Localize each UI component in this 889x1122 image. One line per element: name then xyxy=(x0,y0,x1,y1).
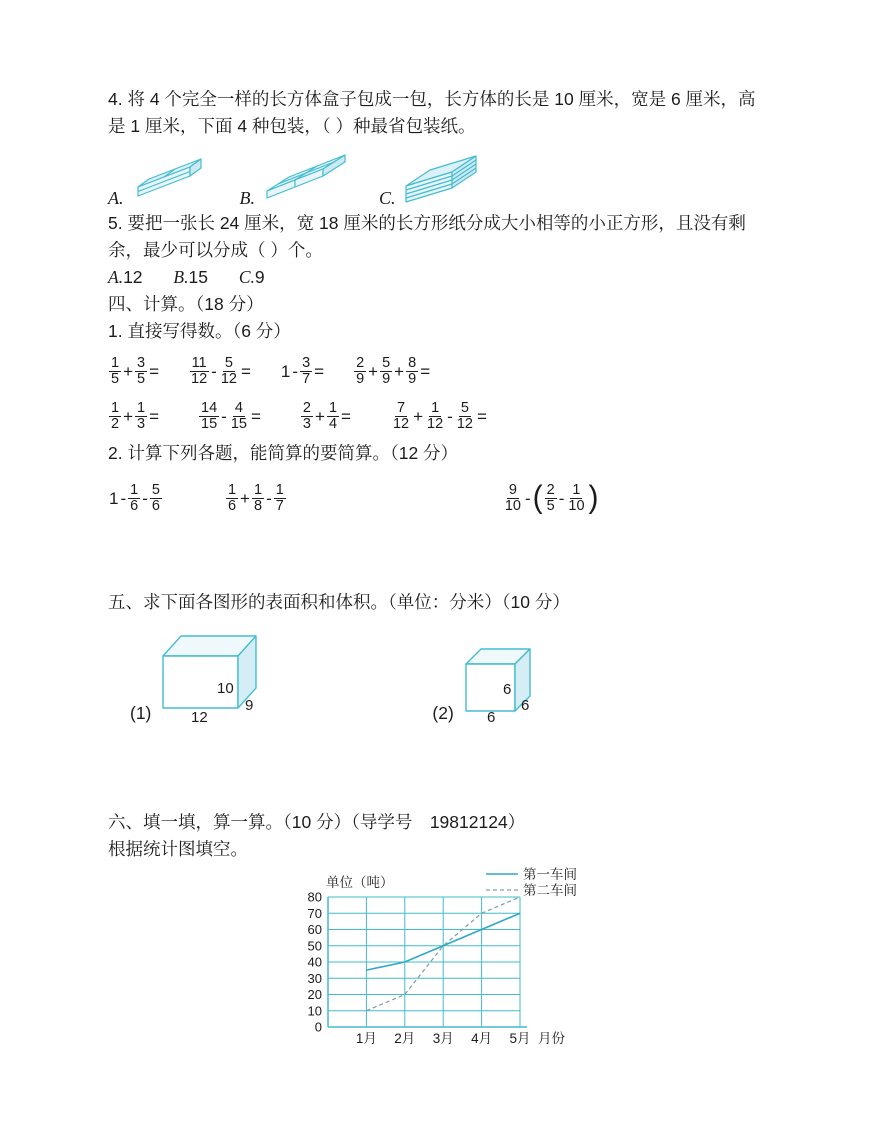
svg-text:70: 70 xyxy=(307,905,322,921)
svg-text:1月: 1月 xyxy=(355,1031,377,1046)
svg-text:60: 60 xyxy=(307,922,322,937)
figure-1-label: (1) xyxy=(130,703,152,723)
dimension-label-depth: 6 xyxy=(520,697,530,714)
svg-text:月份: 月份 xyxy=(538,1031,565,1046)
choice-c-letter: C. xyxy=(238,267,255,287)
production-line-chart xyxy=(290,867,670,1059)
choice-b-value: 15 xyxy=(188,267,208,287)
blank-work-space xyxy=(108,519,803,589)
section-5-figures xyxy=(130,624,803,724)
dimension-label-height: 6 xyxy=(502,681,512,698)
svg-text:单位（吨）: 单位（吨） xyxy=(326,875,394,890)
dimension-label-height: 10 xyxy=(217,680,235,697)
fraction-expression: $\frac{2}{9}$ + $\frac{5}{9}$ + $\frac{8}{9}$ = xyxy=(356,354,431,387)
question-4-options xyxy=(108,146,803,208)
svg-text:2月: 2月 xyxy=(394,1031,416,1046)
choice-a-letter: A. xyxy=(108,267,124,287)
dimension-label-length: 12 xyxy=(191,709,209,724)
question-5-choices xyxy=(108,264,803,291)
figure-2 xyxy=(432,642,539,724)
svg-text:20: 20 xyxy=(307,987,322,1002)
svg-text:第一车间: 第一车间 xyxy=(523,867,577,882)
option-b xyxy=(240,152,350,208)
svg-text:10: 10 xyxy=(307,1003,322,1019)
section-6-subtitle: 根据统计图填空。 xyxy=(108,839,248,859)
chart-container xyxy=(290,867,803,1067)
figure-2-label: (2) xyxy=(432,703,454,723)
fraction-expression: $\frac{9}{10}$ - ( $\frac{2}{5}$ - $\frac{1}{10}$ ) xyxy=(504,480,599,515)
section-4-title: 四、计算。（18 分） xyxy=(108,294,264,314)
box-stack-c-figure xyxy=(398,152,482,208)
option-a xyxy=(108,152,210,208)
cube-figure xyxy=(458,642,540,724)
svg-text:3月: 3月 xyxy=(432,1031,454,1046)
fraction-expression: $\frac{7}{12}$ + $\frac{1}{12}$ - $\frac{5}{12}$ = xyxy=(392,399,487,432)
option-b-label: B. xyxy=(239,188,255,208)
question-4-line-1: 4. 将 4 个完全一样的长方体盒子包成一包，长方体的长是 10 厘米，宽是 6 厘米，高 xyxy=(108,89,756,109)
fraction-expression: 1 - $\frac{3}{7}$ = xyxy=(280,354,325,387)
dimension-label-length: 6 xyxy=(486,709,496,724)
box-stack-a-figure xyxy=(126,152,210,208)
cuboid-figure xyxy=(155,628,267,724)
option-a-label: A. xyxy=(108,188,124,208)
section-4-sub-2-title: 2. 计算下列各题，能简算的要简算。（12 分） xyxy=(108,443,459,463)
svg-text:5月: 5月 xyxy=(509,1031,531,1046)
choice-c-value: 9 xyxy=(254,267,265,287)
svg-text:30: 30 xyxy=(307,970,322,986)
question-4-line-2: 是 1 厘米，下面 4 种包装，（ ）种最省包装纸。 xyxy=(108,116,476,136)
fraction-expression: $\frac{1}{6}$ + $\frac{1}{8}$ - $\frac{1}{7}$ xyxy=(227,481,284,514)
mental-math-row-1 xyxy=(108,352,803,390)
svg-text:40: 40 xyxy=(307,954,322,970)
worksheet-content xyxy=(108,86,803,1067)
dimension-label-depth: 9 xyxy=(245,697,254,714)
blank-work-space xyxy=(108,724,803,809)
svg-text:50: 50 xyxy=(307,938,322,954)
fraction-expression: $\frac{2}{3}$ + $\frac{1}{4}$ = xyxy=(302,399,351,432)
fraction-expression: 1 - $\frac{1}{6}$ - $\frac{5}{6}$ xyxy=(109,481,160,514)
option-c xyxy=(379,152,482,208)
svg-text:第二车间: 第二车间 xyxy=(523,883,577,898)
svg-text:4月: 4月 xyxy=(471,1031,493,1046)
choice-a-value: 12 xyxy=(123,267,143,287)
fraction-expression: $\frac{11}{12}$ - $\frac{5}{12}$ = xyxy=(191,354,251,387)
svg-text:80: 80 xyxy=(307,889,322,905)
box-stack-b-figure xyxy=(257,152,349,208)
option-c-label: C. xyxy=(379,188,396,208)
mental-math-row-2 xyxy=(108,397,803,435)
choice-b-letter: B. xyxy=(173,267,189,287)
section-6-title: 六、填一填，算一算。（10 分）（导学号 19812124） xyxy=(108,812,526,832)
fraction-expression: $\frac{14}{15}$ - $\frac{4}{15}$ = xyxy=(201,399,261,432)
calculation-row xyxy=(108,477,803,519)
fraction-expression: $\frac{1}{5}$ + $\frac{3}{5}$ = xyxy=(111,354,160,387)
section-4-sub-1-title: 1. 直接写得数。（6 分） xyxy=(108,321,291,341)
question-5-line-2: 余，最少可以分成（ ）个。 xyxy=(108,240,323,260)
figure-1 xyxy=(130,628,267,724)
section-5-title: 五、求下面各图形的表面积和体积。（单位：分米）（10 分） xyxy=(108,592,570,612)
svg-text:0: 0 xyxy=(314,1019,322,1035)
question-5-line-1: 5. 要把一张长 24 厘米，宽 18 厘米的长方形纸分成大小相等的小正方形，且没有剩 xyxy=(108,213,746,233)
fraction-expression: $\frac{1}{2}$ + $\frac{1}{3}$ = xyxy=(111,399,160,432)
